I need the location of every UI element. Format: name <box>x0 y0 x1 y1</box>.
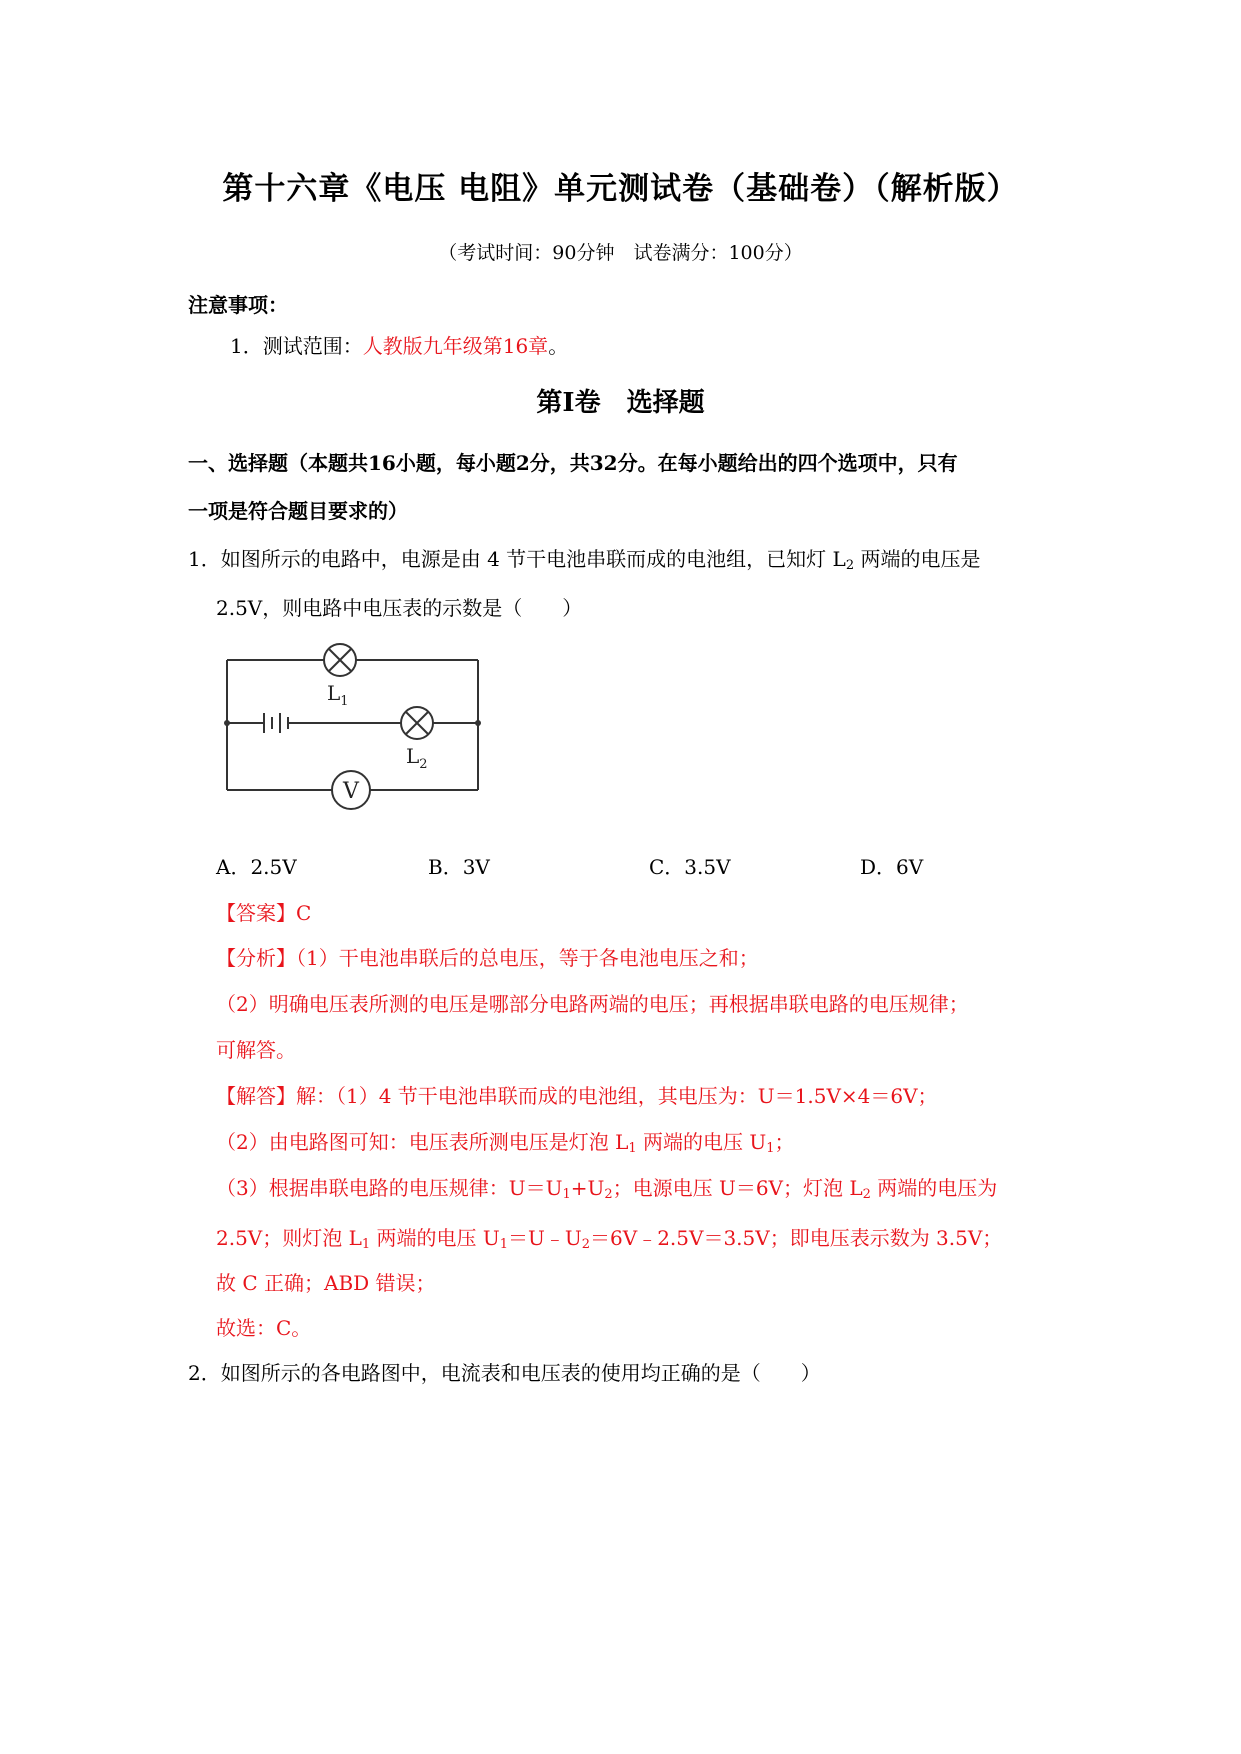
question-2: 2．如图所示的各电路图中，电流表和电压表的使用均正确的是（ ） <box>188 1361 821 1385</box>
lamp-l2-label: $L_2$ <box>406 744 428 772</box>
lamp-l1-icon <box>324 644 356 676</box>
voltmeter-icon <box>332 771 370 809</box>
question-1-line1 <box>188 543 980 573</box>
option-c[interactable]: C．3.5V <box>649 855 731 879</box>
notice-item-scope: 人教版九年级第16章 <box>362 334 549 358</box>
analysis-line3: 可解答。 <box>216 1038 296 1062</box>
section-title: 第Ⅰ卷 选择题 <box>536 388 705 418</box>
q1-sub: 2 <box>845 558 855 573</box>
option-b[interactable]: B．3V <box>428 855 490 879</box>
solution-line4: 2.5V；则灯泡 $L_1$ 两端的电压 $U_1=U﹣U_2=6V﹣2.5V=3.5V$；即电压表示数为 3.5V； <box>216 1226 1003 1252</box>
notice-item <box>230 330 568 359</box>
q1-text-b: 两端的电压是 <box>854 547 981 571</box>
lamp-l2-icon <box>401 707 433 739</box>
notice-heading: 注意事项： <box>188 293 288 317</box>
part-heading-line1: 一、选择题（本题共16小题，每小题2分，共32分。在每小题给出的四个选项中，只有 <box>188 451 958 475</box>
solution-line6: 故选：C。 <box>216 1316 312 1340</box>
analysis-line2: （2）明确电压表所测的电压是哪部分电路两端的电压；再根据串联电路的电压规律； <box>216 992 969 1016</box>
q1-text-a: 1．如图所示的电路中，电源是由 4 节干电池串联而成的电池组，已知灯 L <box>188 547 846 571</box>
battery-icon <box>264 713 288 733</box>
junction-dot-left <box>224 720 230 726</box>
circuit-diagram <box>220 630 490 810</box>
option-d[interactable]: D．6V <box>860 855 924 879</box>
solution-line1: 【解答】解：（1）4 节干电池串联而成的电池组，其电压为：U＝1.5V×4＝6V； <box>216 1084 938 1108</box>
exam-info: （考试时间：90分钟 试卷满分：100分） <box>438 242 803 264</box>
question-1-line2: 2.5V，则电路中电压表的示数是（ ） <box>216 596 583 620</box>
notice-item-suffix: 。 <box>548 334 569 358</box>
answer: 【答案】C <box>216 901 312 925</box>
solution-line3: （3）根据串联电路的电压规律：$U=U_1+U_2$；电源电压 U＝6V；灯泡 $L_2$ 两端的电压为 <box>216 1176 998 1202</box>
lamp-l1-label: $L_1$ <box>327 681 349 709</box>
junction-dot-right <box>475 720 481 726</box>
part-heading-line2: 一项是符合题目要求的） <box>188 499 408 523</box>
solution-line2: （2）由电路图可知：电压表所测电压是灯泡 $L_1$ 两端的电压 $U_1$； <box>216 1130 795 1156</box>
analysis-line1: 【分析】（1）干电池串联后的总电压，等于各电池电压之和； <box>216 946 759 970</box>
voltmeter-label: V <box>343 779 359 804</box>
notice-item-prefix: 1．测试范围： <box>230 334 363 358</box>
page-title: 第十六章《电压 电阻》单元测试卷（基础卷）（解析版） <box>222 171 1019 207</box>
option-a[interactable]: A．2.5V <box>216 855 297 879</box>
solution-line5: 故 C 正确；ABD 错误； <box>216 1271 436 1295</box>
